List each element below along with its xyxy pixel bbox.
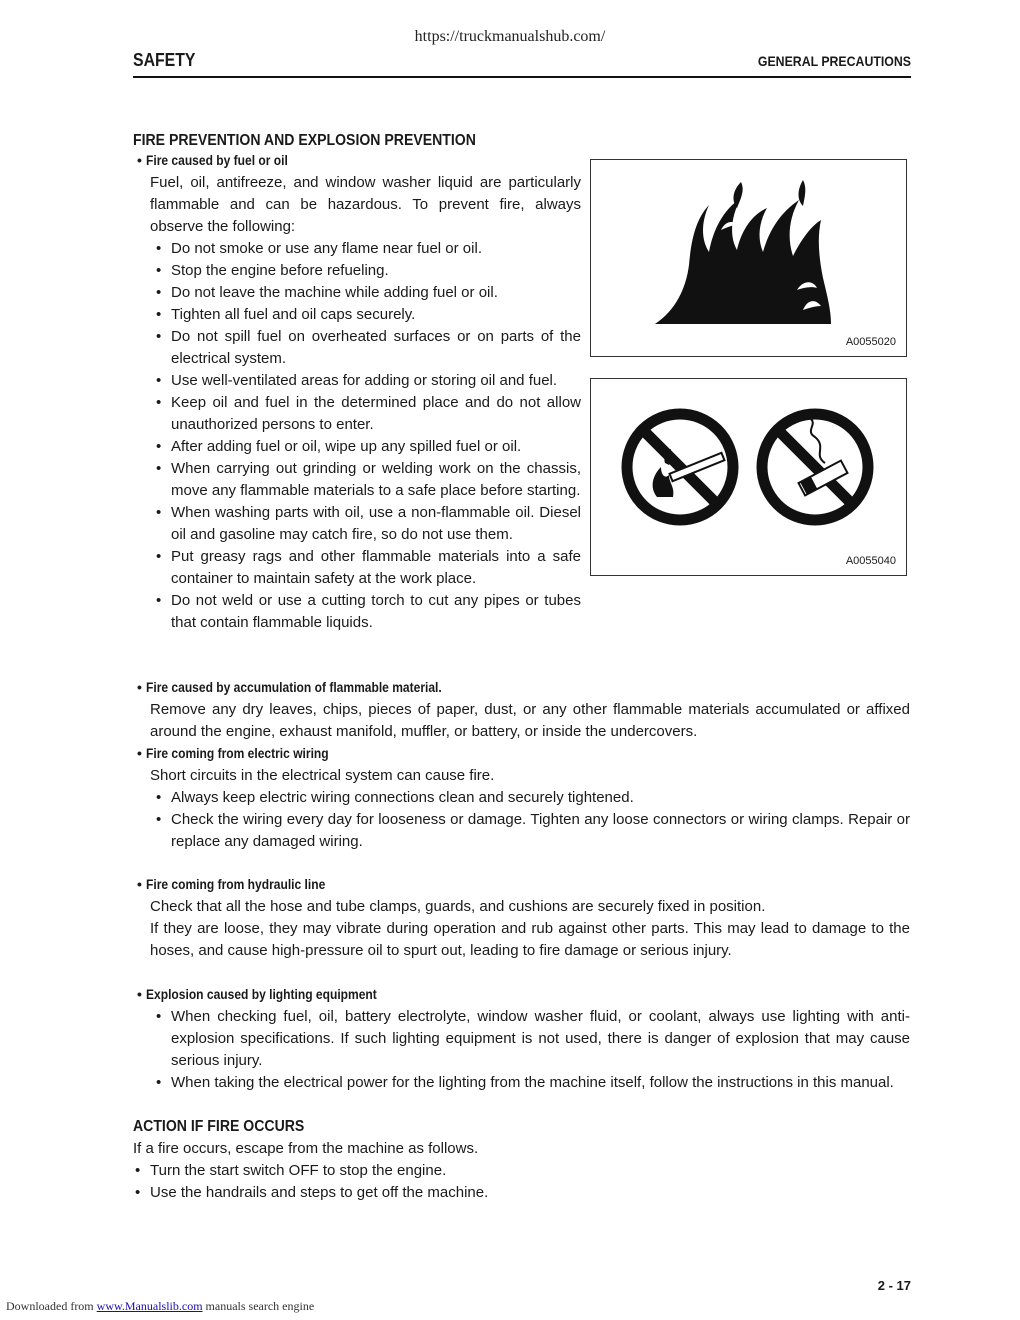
no-flame-figure: [590, 378, 907, 576]
list-item: • Do not spill fuel on overheated surfaces or on parts of the electrical system.: [150, 326, 581, 370]
bullet: •: [137, 679, 146, 695]
list-item: • Check the wiring every day for looseness or damage. Tighten any loose connectors or wiring clamps. Repair or replace any damaged wiring.: [150, 809, 910, 853]
list-item: • Do not leave the machine while adding fuel or oil.: [150, 282, 581, 304]
fire-flame-icon: [591, 160, 906, 356]
list-item: • When washing parts with oil, use a non-flammable oil. Diesel oil and gasoline may catch fire, so do not use them.: [150, 502, 581, 546]
list-item: • After adding fuel or oil, wipe up any spilled fuel or oil.: [150, 436, 581, 458]
list-item: • Keep oil and fuel in the determined place and do not allow unauthorized persons to enter.: [150, 392, 581, 436]
lighting-heading-label: Explosion caused by lighting equipment: [145, 986, 377, 1002]
download-suffix: manuals search engine: [205, 1299, 315, 1313]
lighting-list: [150, 1006, 910, 1094]
wiring-text: Short circuits in the electrical system can cause fire.: [150, 767, 495, 784]
list-item: • When carrying out grinding or welding work on the chassis, move any flammable materials to a safe place before starting.: [150, 458, 581, 502]
list-item: • Do not weld or use a cutting torch to cut any pipes or tubes that contain flammable liquids.: [150, 590, 581, 634]
fuel-oil-list: [150, 238, 581, 634]
hydraulic-text-1: Check that all the hose and tube clamps, guards, and cushions are securely fixed in position.: [150, 898, 766, 915]
list-item: • When taking the electrical power for the lighting from the machine itself, follow the instructions in this manual.: [150, 1072, 910, 1094]
bullet: •: [137, 986, 146, 1002]
no-open-flame-icon: [627, 414, 733, 520]
figure-code: A0055040: [845, 555, 896, 567]
action-title: ACTION IF FIRE OCCURS: [133, 1118, 305, 1135]
list-item: • Tighten all fuel and oil caps securely.: [150, 304, 581, 326]
download-note: [6, 1299, 314, 1314]
action-list: [129, 1160, 910, 1204]
fire-prevention-title: FIRE PREVENTION AND EXPLOSION PREVENTION: [133, 132, 476, 149]
list-item: • Always keep electric wiring connections clean and securely tightened.: [150, 787, 910, 809]
hydraulic-text-2: If they are loose, they may vibrate during operation and rub against other parts. This may lead to damage to the hoses, and cause high-pressure oil to spurt out, leading to fire damage or serious injury.: [150, 920, 910, 959]
fuel-oil-intro: Fuel, oil, antifreeze, and window washer liquid are particularly flammable and can be hazardous. To prevent fire, always observe the following:: [150, 174, 581, 235]
wiring-list: [150, 787, 910, 853]
list-item: • Put greasy rags and other flammable materials into a safe container to maintain safety at the work place.: [150, 546, 581, 590]
manualslib-link[interactable]: www.Manualslib.com: [96, 1299, 203, 1313]
hydraulic-heading: [137, 876, 354, 892]
fire-figure: [590, 159, 907, 357]
list-item: • Turn the start switch OFF to stop the engine.: [129, 1160, 910, 1182]
fuel-oil-heading-label: Fire caused by fuel or oil: [145, 152, 288, 168]
fuel-oil-heading: [137, 152, 311, 168]
list-item: • Stop the engine before refueling.: [150, 260, 581, 282]
bullet: •: [137, 876, 146, 892]
lighting-heading: [137, 986, 414, 1002]
wiring-heading: [137, 745, 358, 761]
header-chapter: GENERAL PRECAUTIONS: [757, 53, 911, 69]
source-url[interactable]: https://truckmanualshub.com/: [414, 28, 606, 45]
accumulation-heading: [137, 679, 490, 695]
bullet: •: [137, 745, 146, 761]
list-item: • Use well-ventilated areas for adding or storing oil and fuel.: [150, 370, 581, 392]
list-item: • Use the handrails and steps to get off the machine.: [129, 1182, 910, 1204]
no-smoking-icon: [762, 414, 868, 520]
accumulation-text: Remove any dry leaves, chips, pieces of paper, dust, or any other flammable materials accumulated or affixed around the engine, exhaust manifold, muffler, or battery, or inside the undercovers.: [150, 701, 910, 740]
download-prefix: Downloaded from: [6, 1299, 94, 1313]
prohibition-icons: [591, 379, 906, 575]
bullet: •: [137, 152, 146, 168]
accumulation-heading-label: Fire caused by accumulation of flammable material.: [145, 679, 442, 695]
action-intro: If a fire occurs, escape from the machine as follows.: [133, 1140, 479, 1157]
list-item: • When checking fuel, oil, battery electrolyte, window washer fluid, or coolant, always use lighting with anti-explosion specifications. If such lighting equipment is not used, there is danger of explosion that may cause serious injury.: [150, 1006, 910, 1072]
hydraulic-heading-label: Fire coming from hydraulic line: [145, 876, 326, 892]
figure-code: A0055020: [845, 336, 896, 348]
list-item: • Do not smoke or use any flame near fuel or oil.: [150, 238, 581, 260]
header-rule: [133, 76, 911, 78]
page-number: 2 - 17: [877, 1278, 911, 1293]
header-section: SAFETY: [133, 50, 196, 70]
wiring-heading-label: Fire coming from electric wiring: [145, 745, 329, 761]
